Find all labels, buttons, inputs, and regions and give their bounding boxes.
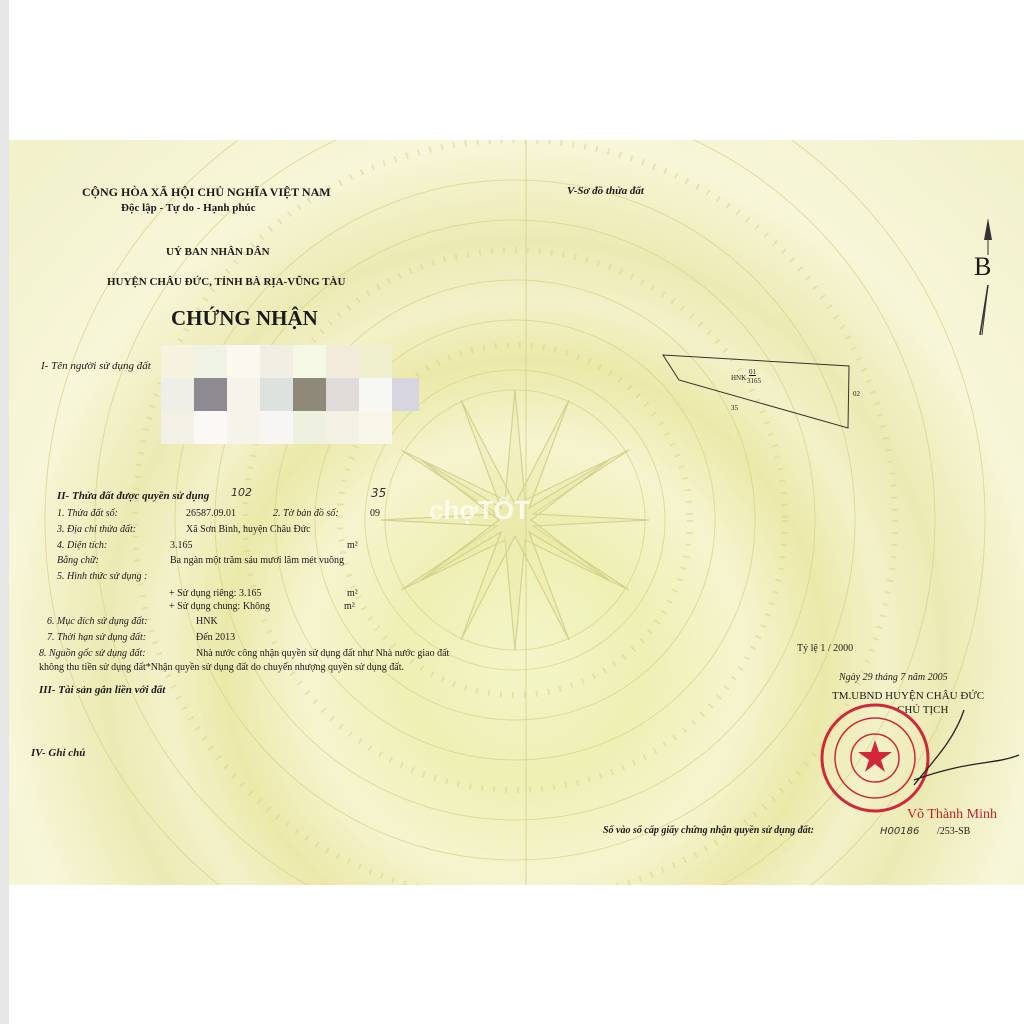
registry-suffix: /253-SB <box>937 826 971 837</box>
map-sheet-label: 2. Tờ bản đồ số: <box>273 508 339 519</box>
signing-date: Ngày 29 tháng 7 năm 2005 <box>839 672 948 683</box>
section-2-label: II- Thửa đất được quyền sử dụng <box>57 490 210 502</box>
usage-term-label: 7. Thời hạn sử dụng đất: <box>47 632 147 643</box>
common-use: + Sử dụng chung: Không <box>169 601 271 612</box>
land-origin-label: 8. Nguồn gốc sử dụng đất: <box>39 648 146 659</box>
official-stamp <box>9 140 1024 885</box>
parcel-number: 01 <box>749 368 756 376</box>
signer-position: CHỦ TỊCH <box>897 704 949 716</box>
land-origin-line-1: Nhà nước công nhận quyền sử dụng đất như Nhà nước giao đất <box>196 648 450 659</box>
section-4-label: IV- Ghi chú <box>31 747 86 759</box>
area-unit: m² <box>347 540 358 551</box>
handwritten-note-2: 35 <box>371 486 387 500</box>
certificate-title: CHỨNG NHẬN <box>171 306 318 330</box>
handwritten-note: 102 <box>231 486 252 499</box>
lot-number-label: 1. Thửa đất số: <box>57 508 119 519</box>
area-label: 4. Diện tích: <box>57 540 108 551</box>
north-letter: B <box>974 252 992 281</box>
section-5-label: V-Sơ đồ thửa đất <box>567 185 644 197</box>
parcel-usage-label: HNK <box>731 374 747 382</box>
area-in-words-value: Ba ngàn một trăm sáu mươi lăm mét vuông <box>170 555 345 566</box>
address-label: 3. Địa chỉ thửa đất: <box>57 524 137 535</box>
area-value: 3.165 <box>170 540 193 551</box>
land-purpose-label: 6. Mục đích sử dụng đất: <box>47 616 148 627</box>
usage-term-value: Đến 2013 <box>196 632 236 643</box>
usage-form-label: 5. Hình thức sử dụng : <box>57 571 148 582</box>
common-use-unit: m² <box>344 601 355 612</box>
district-heading: HUYỆN CHÂU ĐỨC, TỈNH BÀ RỊA-VŨNG TÀU <box>107 276 346 288</box>
signer-name: Võ Thành Minh <box>907 807 997 822</box>
parcel-area: 3165 <box>747 377 761 385</box>
private-use: + Sử dụng riêng: 3.165 <box>169 588 262 599</box>
registry-number: H00186 <box>880 826 920 837</box>
map-sheet-value: 09 <box>370 508 380 519</box>
map-scale: Tỷ lệ 1 / 2000 <box>797 643 854 654</box>
land-purpose-value: HNK <box>196 616 218 627</box>
page-edge <box>0 0 9 1024</box>
address-value: Xã Sơn Bình, huyện Châu Đức <box>186 524 311 535</box>
registry-label: Số vào sổ cấp giấy chứng nhận quyền sử dụng đất: <box>603 825 814 836</box>
committee-heading: UỶ BAN NHÂN DÂN <box>166 246 270 258</box>
private-use-unit: m² <box>347 588 358 599</box>
nation-heading: CỘNG HÒA XÃ HỘI CHỦ NGHĨA VIỆT NAM <box>82 185 331 199</box>
neighbor-parcel-left: 35 <box>731 404 738 412</box>
area-in-words-label: Bằng chữ: <box>57 555 99 566</box>
signing-organization: TM.UBND HUYỆN CHÂU ĐỨC <box>832 690 985 702</box>
neighbor-parcel-right: 02 <box>853 390 860 398</box>
land-origin-line-2: không thu tiền sử dụng đất*Nhận quyền sử dụng đất do chuyển nhượng quyền sử dụng đất. <box>39 662 404 673</box>
lot-number-value: 26587.09.01 <box>186 508 236 519</box>
motto: Độc lập - Tự do - Hạnh phúc <box>121 202 256 214</box>
land-use-certificate <box>9 140 1024 885</box>
watermark: chợTỐT <box>429 495 530 525</box>
section-1-label: I- Tên người sử dụng đất <box>41 360 151 372</box>
section-3-label: III- Tài sản gắn liền với đất <box>39 684 166 696</box>
